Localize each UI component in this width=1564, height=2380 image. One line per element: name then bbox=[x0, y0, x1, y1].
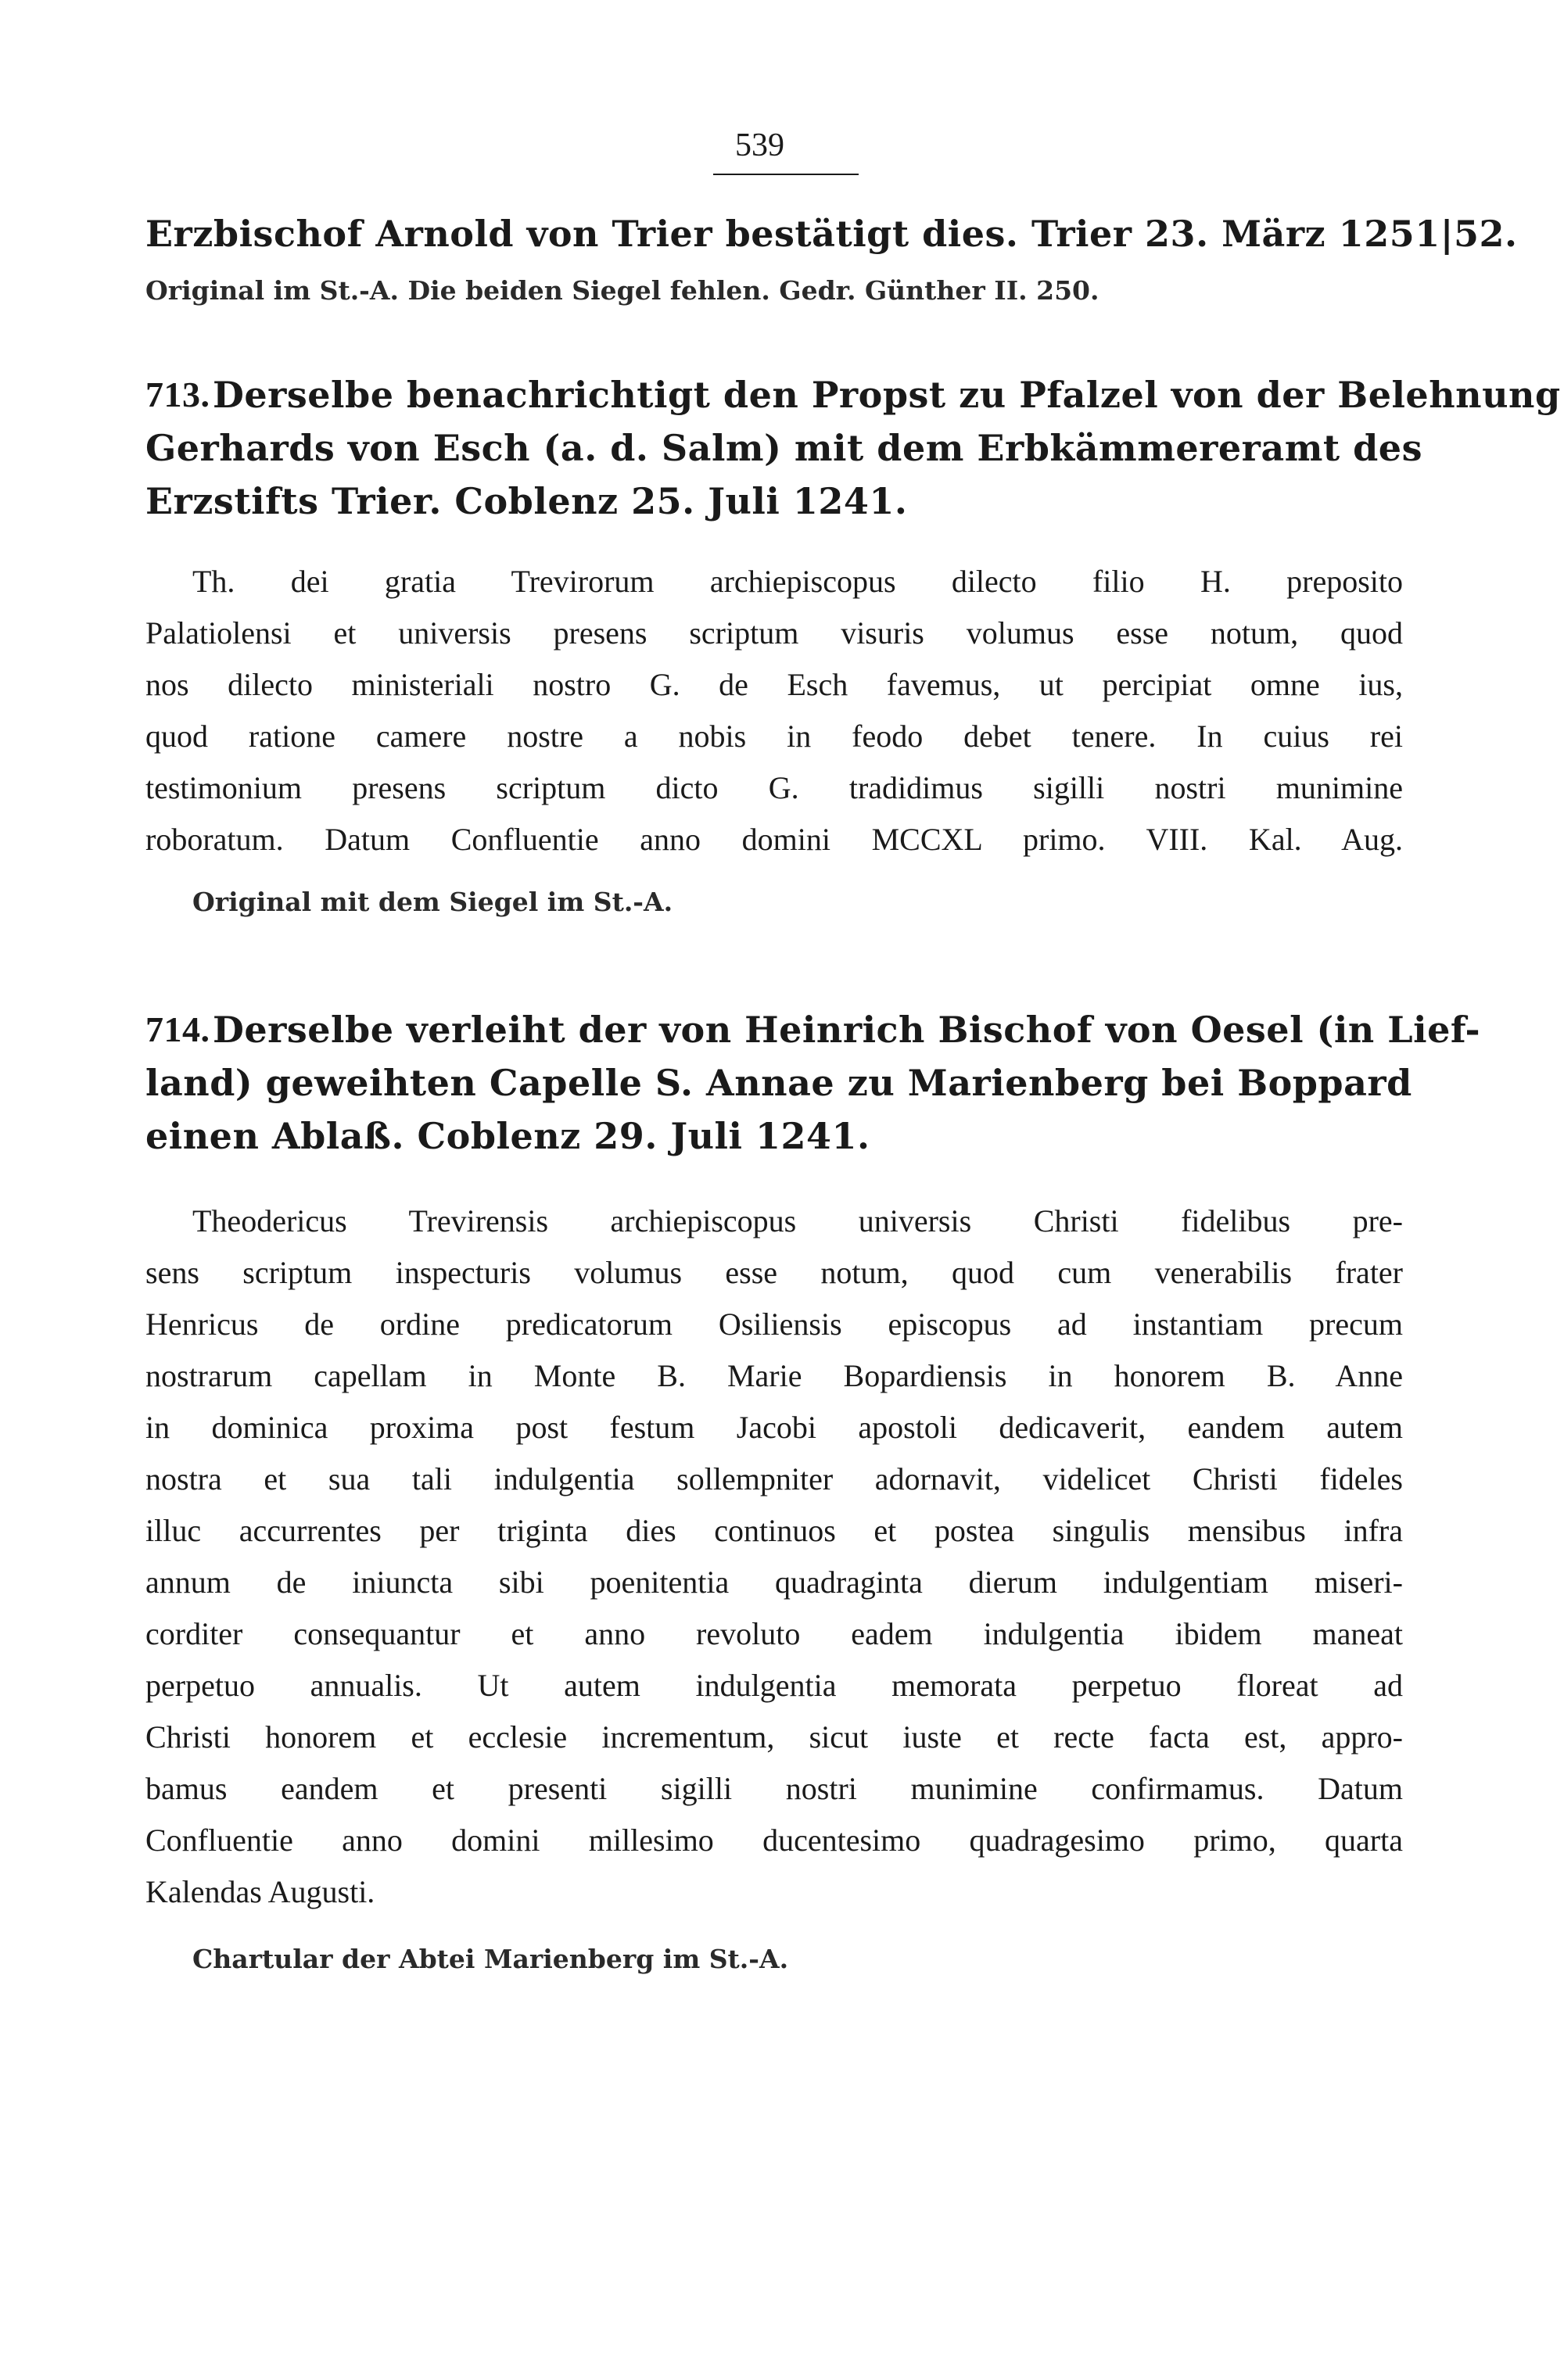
entry-body-line: Kalendas Augusti. bbox=[145, 1874, 375, 1909]
entry-title-line: land) geweihten Capelle S. Annae zu Marienberg bei Boppard bbox=[145, 1062, 1412, 1104]
entry-body-line: bamus eandem et presenti sigilli nostri munimine confirmamus. Datum bbox=[145, 1771, 1403, 1806]
entry-body-line: testimonium presens scriptum dicto G. tradidimus sigilli nostri munimine bbox=[145, 770, 1403, 805]
entry-body-line: quod ratione camere nostre a nobis in feodo debet tenere. In cuius rei bbox=[145, 719, 1403, 754]
entry-body-line: Theodericus Trevirensis archiepiscopus universis Christi fidelibus pre- bbox=[192, 1203, 1403, 1238]
entry-source: Chartular der Abtei Marienberg im St.-A. bbox=[192, 1944, 789, 1974]
entry-body-line: illuc accurrentes per triginta dies continuos et postea singulis mensibus infra bbox=[145, 1513, 1403, 1548]
entry-body-line: nostrarum capellam in Monte B. Marie Bopardiensis in honorem B. Anne bbox=[145, 1358, 1403, 1393]
entry-source: Original mit dem Siegel im St.-A. bbox=[192, 887, 673, 917]
entry-number: 713. bbox=[145, 375, 210, 414]
entry-body-line: nostra et sua tali indulgentia sollempniter adornavit, videlicet Christi fideles bbox=[145, 1461, 1403, 1496]
entry-body-line: corditer consequantur et anno revoluto eadem indulgentia ibidem maneat bbox=[145, 1616, 1403, 1651]
entry-body-line: Christi honorem et ecclesie incrementum, sicut iuste et recte facta est, appro- bbox=[145, 1719, 1403, 1755]
entry-body-line: Henricus de ordine predicatorum Osiliensis episcopus ad instantiam precum bbox=[145, 1306, 1403, 1342]
entry-number: 714. bbox=[145, 1009, 210, 1049]
entry-body-line: perpetuo annualis. Ut autem indulgentia memorata perpetuo floreat ad bbox=[145, 1668, 1403, 1703]
header-line: Erzbischof Arnold von Trier bestätigt dies. Trier 23. März 1251|52. bbox=[145, 213, 1518, 255]
entry-body-line: Th. dei gratia Trevirorum archiepiscopus dilecto filio H. preposito bbox=[192, 564, 1403, 599]
entry-body-line: in dominica proxima post festum Jacobi apostoli dedicaverit, eandem autem bbox=[145, 1410, 1403, 1445]
entry-body-line: annum de iniuncta sibi poenitentia quadraginta dierum indulgentiam miseri- bbox=[145, 1565, 1403, 1600]
entry-body-line: nos dilecto ministeriali nostro G. de Esch favemus, ut percipiat omne ius, bbox=[145, 667, 1403, 702]
page-number: 539 bbox=[735, 127, 784, 163]
entry-title-line: Erzstifts Trier. Coblenz 25. Juli 1241. bbox=[145, 480, 908, 522]
entry-title-line: einen Ablaß. Coblenz 29. Juli 1241. bbox=[145, 1115, 870, 1157]
entry-title-line: Derselbe benachrichtigt den Propst zu Pfalzel von der Belehnung bbox=[213, 374, 1561, 416]
entry-body-line: roboratum. Datum Confluentie anno domini MCCXL primo. VIII. Kal. Aug. bbox=[145, 822, 1403, 857]
header-note: Original im St.-A. Die beiden Siegel fehlen. Gedr. Günther II. 250. bbox=[145, 275, 1099, 306]
entry-body-line: Palatiolensi et universis presens scriptum visuris volumus esse notum, quod bbox=[145, 615, 1403, 651]
entry-title-line: Derselbe verleiht der von Heinrich Bischof von Oesel (in Lief- bbox=[213, 1009, 1481, 1051]
entry-body-line: sens scriptum inspecturis volumus esse notum, quod cum venerabilis frater bbox=[145, 1255, 1403, 1290]
page-number-rule bbox=[713, 174, 859, 175]
entry-body-line: Confluentie anno domini millesimo ducentesimo quadragesimo primo, quarta bbox=[145, 1823, 1403, 1858]
entry-title-line: Gerhards von Esch (a. d. Salm) mit dem Erbkämmereramt des bbox=[145, 427, 1422, 469]
